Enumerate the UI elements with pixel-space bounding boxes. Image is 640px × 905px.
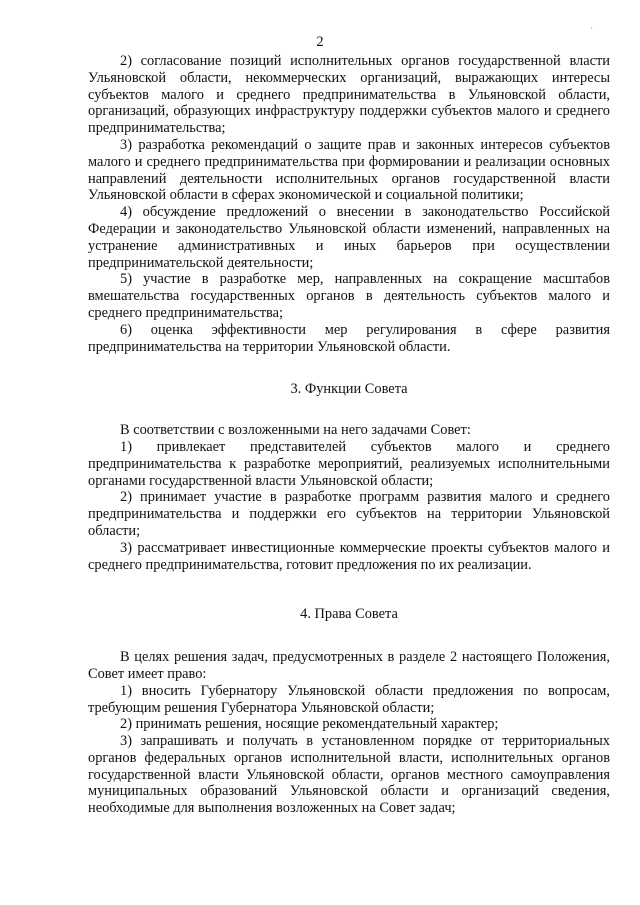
paragraph: 3) разработка рекомендаций о защите прав и законных интересов субъектов малого и среднего предпринимательства при формировании и реализации основных направлений деятельности исполнительных органов государственной власти Ульяновской области в сферах экономической и социальной политики; xyxy=(88,136,610,204)
paragraph: 2) принимать решения, носящие рекомендательный характер; xyxy=(120,716,499,733)
section-3 xyxy=(88,422,610,573)
paragraph: В соответствии с возложенными на него задачами Совет: xyxy=(120,422,471,439)
section-2-continuation xyxy=(88,53,610,355)
paragraph: 2) принимает участие в разработке программ развития малого и среднего предпринимательства и поддержки его субъектов на территории Ульяновской области; xyxy=(88,489,610,539)
paragraph: 1) привлекает представителей субъектов малого и среднего предпринимательства к разработке мероприятий, реализуемых исполнительными органами государственной власти Ульяновской области; xyxy=(88,438,610,489)
paragraph: 2) согласование позиций исполнительных органов государственной власти Ульяновской области, некоммерческих организаций, выражающих интересы субъектов малого и среднего предпринимательства в Ульяновской области, организаций, образующих инфраструктуру поддержки субъектов малого и среднего предпринимательства; xyxy=(88,53,610,137)
paragraph: 4) обсуждение предложений о внесении в законодательство Российской Федерации и законодательство Ульяновской области изменений, направленных на устранение административных и иных барьеров при осуществлении предпринимательской деятельности; xyxy=(88,204,610,271)
paragraph: 3) запрашивать и получать в установленном порядке от территориальных органов федеральных органов исполнительной власти, исполнительных органов государственной власти Ульяновской области, органов местного самоуправления муниципальных образований Ульяновской области и организаций сведения, необходимые для выполнения возложенных на Совет задач; xyxy=(88,733,610,817)
paragraph: 6) оценка эффективности мер регулирования в сфере развития предпринимательства на территории Ульяновской области. xyxy=(88,321,610,355)
document-body xyxy=(88,53,610,817)
paragraph: В целях решения задач, предусмотренных в разделе 2 настоящего Положения, Совет имеет право: xyxy=(88,649,610,682)
paragraph: 3) рассматривает инвестиционные коммерческие проекты субъектов малого и среднего предпринимательства, готовит предложения по их реализации. xyxy=(88,539,610,573)
section-4 xyxy=(88,649,610,817)
corner-mark: ' xyxy=(591,26,593,35)
paragraph: 5) участие в разработке мер, направленных на сокращение масштабов вмешательства государственных органов в деятельность субъектов малого и среднего предпринимательства; xyxy=(88,271,610,321)
section-heading-rights: 4. Права Совета xyxy=(300,606,398,623)
page-number: 2 xyxy=(316,34,324,50)
paragraph: 1) вносить Губернатору Ульяновской области предложения по вопросам, требующим решения Губернатора Ульяновской области; xyxy=(88,682,610,716)
section-heading-functions: 3. Функции Совета xyxy=(290,381,408,398)
